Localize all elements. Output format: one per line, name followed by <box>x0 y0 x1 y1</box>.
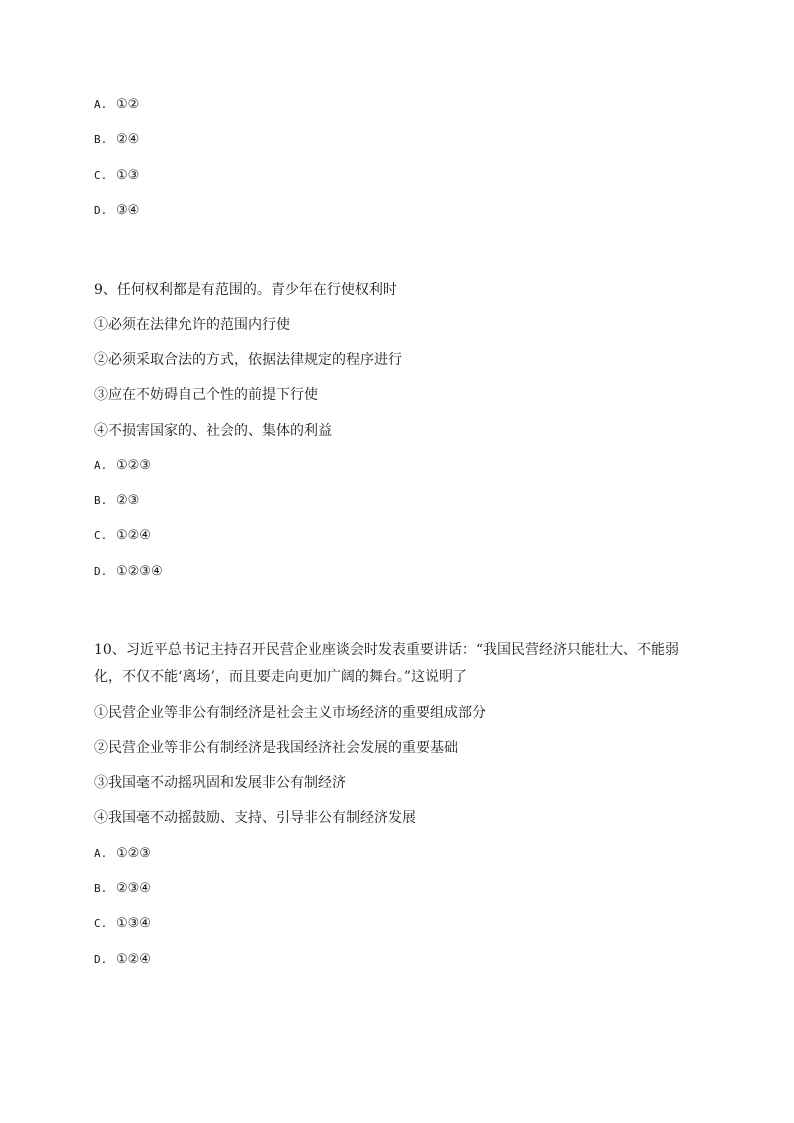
q9-option-d <box>94 562 704 582</box>
option-text: ①② <box>116 97 140 112</box>
q9-stem: 9、任何权利都是有范围的。青少年在行使权利时 <box>94 282 397 298</box>
option-text: ①②③④ <box>116 564 163 579</box>
q9-statement-4: ④不损害国家的、社会的、集体的利益 <box>94 423 332 439</box>
q10-statement-4: ④我国毫不动摇鼓励、支持、引导非公有制经济发展 <box>94 810 416 826</box>
q10-statement-1: ①民营企业等非公有制经济是社会主义市场经济的重要组成部分 <box>94 705 486 721</box>
q9-option-c <box>94 526 704 546</box>
option-letter: C. <box>94 169 108 182</box>
option-text: ①②③ <box>116 846 151 861</box>
option-text: ①③ <box>116 168 140 183</box>
q8-option-d <box>94 201 704 221</box>
option-text: ①③④ <box>116 916 151 931</box>
option-letter: C. <box>94 917 108 930</box>
q9-option-a <box>94 456 704 476</box>
option-letter: D. <box>94 565 108 578</box>
option-text: ②④ <box>116 132 140 147</box>
option-text: ②③④ <box>116 881 151 896</box>
q10-option-a <box>94 844 704 864</box>
option-letter: C. <box>94 529 108 542</box>
q10-stem-line-1: 10、习近平总书记主持召开民营企业座谈会时发表重要讲话：“我国民营经济只能壮大、不能弱 <box>94 642 679 658</box>
option-letter: A. <box>94 459 108 472</box>
q9-statement-1: ①必须在法律允许的范围内行使 <box>94 317 290 333</box>
option-letter: B. <box>94 882 108 895</box>
option-letter: A. <box>94 847 108 860</box>
q9-option-b <box>94 491 704 511</box>
option-text: ①②③ <box>116 458 151 473</box>
option-letter: B. <box>94 133 108 146</box>
option-text: ②③ <box>116 493 140 508</box>
q10-option-c <box>94 914 704 934</box>
option-text: ③④ <box>116 203 140 218</box>
q8-option-a <box>94 95 704 115</box>
q10-stem-line-2: 化，不仅不能‘离场’，而且要走向更加广阔的舞台。”这说明了 <box>94 669 468 685</box>
option-letter: A. <box>94 98 108 111</box>
option-letter: D. <box>94 204 108 217</box>
option-text: ①②④ <box>116 528 151 543</box>
q10-option-b <box>94 879 704 899</box>
option-text: ①②④ <box>116 952 151 967</box>
option-letter: D. <box>94 953 108 966</box>
q10-statement-2: ②民营企业等非公有制经济是我国经济社会发展的重要基础 <box>94 740 458 756</box>
q9-statement-2: ②必须采取合法的方式，依据法律规定的程序进行 <box>94 352 402 368</box>
option-letter: B. <box>94 494 108 507</box>
q8-option-c <box>94 166 704 186</box>
q10-option-d <box>94 950 704 970</box>
q8-option-b <box>94 130 704 150</box>
q10-statement-3: ③我国毫不动摇巩固和发展非公有制经济 <box>94 775 346 791</box>
q9-statement-3: ③应在不妨碍自己个性的前提下行使 <box>94 387 318 403</box>
